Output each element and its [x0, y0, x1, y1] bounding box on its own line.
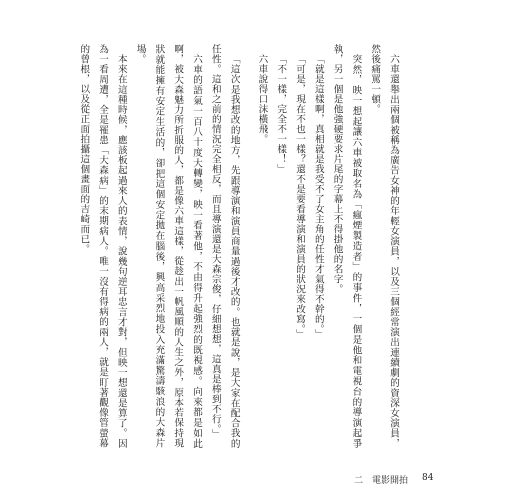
- paragraph: 「不一樣，完全不一樣！」: [275, 53, 287, 174]
- paragraph: 六車的語氣一百八十度大轉變，映一看著他，不由得升起強烈的既視感。向來都是如此啊，被大森魅力所折服的人，都是像六車這樣，從趁出一帆風順的人生之外，原本若保持現狀就能擁有安定生活的，卻把這個安定拋在腦後，興高采烈地投入充滿驚濤駭浪的大森片場。: [134, 44, 203, 448]
- paragraph: 本來在這種時候，應該板起過來人的表情，說幾句逆耳忠言才對，但映一想還是算了。因為一看周遭，全是罹患「大森病」的末期病人。唯一沒有得病的兩人，就是盯著觀像管螢幕的曾根，以及從正面拍攝這個畫面的吉崎而已。: [78, 44, 127, 448]
- paragraph: 「這次是我想改的地方，先跟導演和演員商量過後才改的。也就是說，是大家在配合我的任性。這和之前的情況完全相反，而且導演還是大森宗俊，仔細想想，這真是棒到不行。」: [209, 44, 240, 448]
- paragraph: 「可是，現在不也一樣？還不是要看導演和演員的狀況來改寫。」: [294, 53, 306, 339]
- paragraph: 六車還舉出兩個被稱為廣告女神的年輕女演員，以及三個經常演出連續劇的資深女演員，然後痛罵一頓。: [369, 44, 399, 448]
- page-number: 84: [422, 473, 434, 483]
- vertical-text-body: [73, 44, 402, 448]
- paragraph: 「就是這樣啊，真相就是我受不了女主角的任性才氣得不幹的。」: [312, 53, 324, 339]
- paragraph: 六車說得口沫橫飛。: [256, 53, 268, 144]
- page-footer: [354, 473, 433, 486]
- chapter-title: 二 電影開拍: [354, 476, 409, 486]
- paragraph: 突然，映一想起讓六車被取名為「瘋煙製造者」的事件，一個是他和電視台的導演起爭執，另一個是他強硬要求片尾的字幕上不得掛他的名字。: [331, 44, 362, 448]
